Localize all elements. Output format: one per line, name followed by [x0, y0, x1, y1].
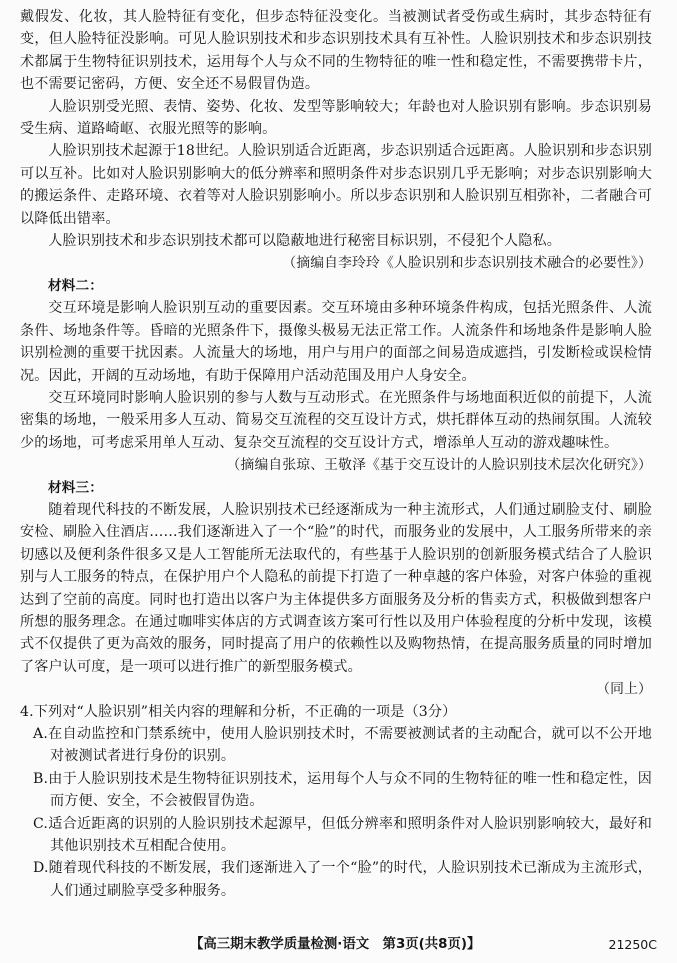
passage-paragraph: 交互环境是影响人脸识别互动的重要因素。交互环境由多种环境条件构成，包括光照条件、人流条件、场地条件等。昏暗的光照条件下，摄像头极易无法正常工作。人流条件和场地条件是影响人脸识别检测的重要干扰因素。人流量大的场地，用户与用户的面部之间易造成遮挡，引发断检或误检情况。因此，开阔的互动场地，有助于保障用户活动范围及用户人身安全。: [20, 300, 652, 384]
source-citation: （摘编自李玲玲《人脸识别和步态识别技术融合的必要性》）: [282, 255, 652, 272]
passage-paragraph: 交互环境同时影响人脸识别的参与人数与互动形式。在光照条件与场地面积近似的前提下，人流密集的场地，一般采用多人互动、简易交互流程的交互设计方式，烘托群体互动的热闹氛围。人流较少的场地，可考虑采用单人互动、复杂交互流程的交互设计方式，增添单人互动的游戏趣味性。: [20, 389, 652, 451]
passage-paragraph: 人脸识别技术起源于18世纪。人脸识别适合近距离，步态识别适合远距离。人脸识别和步态识别可以互补。比如对人脸识别影响大的低分辨率和照明条件对步态识别几乎无影响；对步态识别影响大的搬运条件、走路环境、衣着等对人脸识别影响小。所以步态识别和人脸识别互相弥补，二者融合可以降低出错率。: [20, 143, 652, 227]
passage-paragraph: 人脸识别技术和步态识别技术都可以隐蔽地进行秘密目标识别，不侵犯个人隐私。: [48, 233, 561, 250]
question-option: D.随着现代科技的不断发展，我们逐渐进入了一个“脸”的时代，人脸识别技术已渐成为主流形式，人们通过刷脸享受多种服务。: [33, 860, 652, 899]
question-option: C.适合近距离的识别的人脸识别技术起源早，但低分辨率和照明条件对人脸识别影响较大，最好和其他识别技术互相配合使用。: [33, 815, 652, 855]
material-heading: 材料三：: [48, 479, 103, 496]
source-citation: （摘编自张琼、王敬泽《基于交互设计的人脸识别技术层次化研究》）: [226, 457, 652, 474]
passage-paragraph: 随着现代科技的不断发展，人脸识别技术已经逐渐成为一种主流形式，人们通过刷脸支付、刷脸安检、刷脸入住酒店……我们逐渐进入了一个“脸”的时代，而服务业的发展中，人工服务所带来的亲切感以及便利条件很多又是人工智能所无法取代的，有些基于人脸识别的创新服务模式结合了人脸识别与人工服务的特点，在保护用户个人隐私的前提下打造了一种卓越的客户体验，对客户体验的重视达到了空前的高度。同时也打造出以客户为主体提供多方面服务及分析的售卖方式，积极做到想客户所想的服务理念。在通过咖啡实体店的方式调查该方案可行性以及用户体验程度的分析中发现，该模式不仅提供了更为高效的服务，同时提高了用户的依赖性以及购物热情，在提高服务质量的同时增加了客户认可度，是一项可以进行推广的新型服务模式。: [20, 501, 652, 675]
footer-title: 【高三期末教学质量检测·语文 第3页(共8页)】: [190, 937, 481, 952]
question-stem: 4.下列对“人脸识别”相关内容的理解和分析，不正确的一项是（3分）: [20, 703, 457, 720]
source-citation: （同上）: [596, 681, 652, 698]
material-heading: 材料二：: [48, 277, 103, 294]
footer-code: 21250C: [608, 937, 657, 952]
passage-paragraph: 人脸识别受光照、表情、姿势、化妆、发型等影响较大；年龄也对人脸识别有影响。步态识别易受生病、道路崎岖、衣服光照等的影响。: [20, 98, 652, 138]
page-content: [20, 6, 652, 902]
passage-paragraph: 戴假发、化妆，其人脸特征有变化，但步态特征没变化。当被测试者受伤或生病时，其步态特征有变，但人脸特征没影响。可见人脸识别技术和步态识别技术具有互补性。人脸识别技术和步态识别技术都属于生物特征识别技术，运用每个人与众不同的生物特征的唯一性和稳定性，不需要携带卡片，也不需要记密码，方便、安全还不易假冒伪造。: [20, 9, 652, 93]
question-option: A.在自动监控和门禁系统中，使用人脸识别技术时，不需要被测试者的主动配合，就可以不公开地对被测试者进行身份的识别。: [33, 726, 652, 765]
question-option: B.由于人脸识别技术是生物特征识别技术，运用每个人与众不同的生物特征的唯一性和稳定性，因而方便、安全，不会被假冒伪造。: [33, 770, 652, 810]
page-footer: [0, 934, 677, 956]
